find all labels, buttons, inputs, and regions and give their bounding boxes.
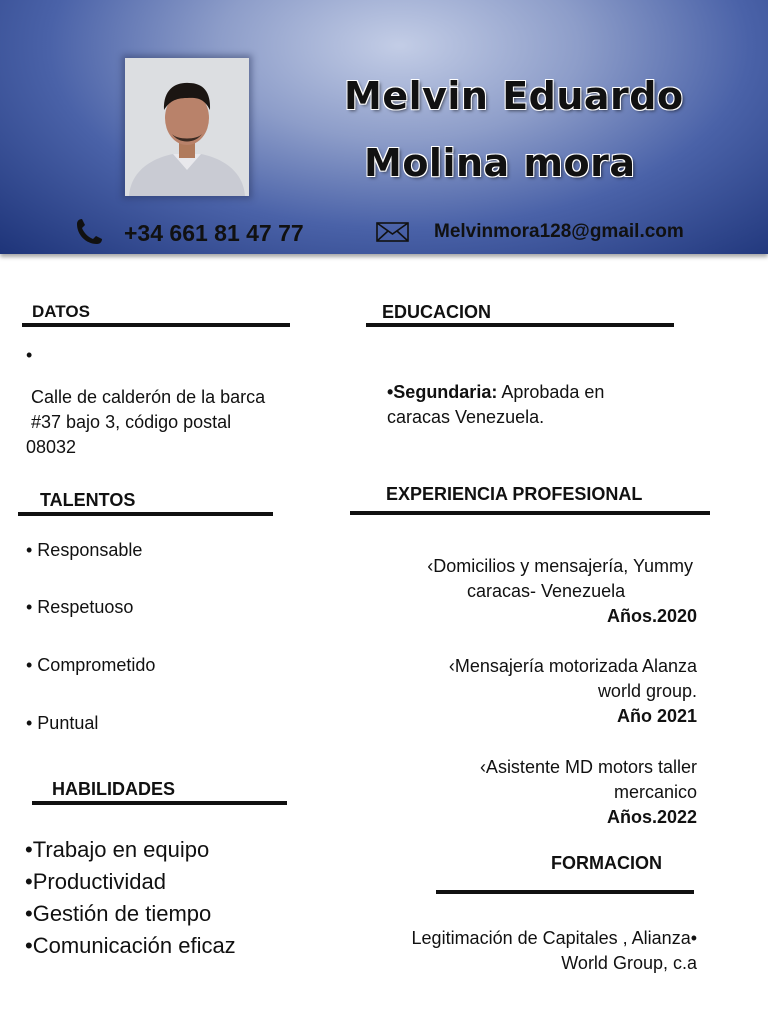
phone-number[interactable]: +34 661 81 47 77 [124,220,304,246]
formacion-heading: FORMACION [551,853,662,873]
educacion-text-1: Aprobada en [497,382,605,402]
datos-heading: DATOS [32,302,90,321]
profile-photo [125,58,249,196]
experiencia-2-year: Año 2021 [616,706,697,726]
experiencia-rule [350,511,710,515]
formacion-line1: Legitimación de Capitales , Alianza• [411,928,697,948]
datos-rule [22,323,290,327]
person-photo-illustration [125,58,249,196]
talentos-heading: TALENTOS [40,490,136,510]
experiencia-3-line2: mercanico [613,782,697,802]
educacion-label: •Segundaria: [387,382,498,402]
habilidad-item: •Gestión de tiempo [25,901,212,926]
talento-item: • Respetuoso [26,597,134,617]
educacion-entry [387,380,604,405]
habilidad-item: •Comunicación eficaz [25,933,236,958]
experiencia-2-line1: ‹Mensajería motorizada Alanza [448,656,697,676]
habilidad-item: •Productividad [25,869,167,894]
educacion-heading: EDUCACION [382,302,492,322]
talento-item: • Comprometido [26,655,156,675]
formacion-line2: World Group, c.a [561,953,697,973]
name-line-1: Melvin Eduardo [344,74,684,118]
experiencia-1-line1: ‹Domicilios y mensajería, Yummy [427,556,693,576]
experiencia-3-line1: ‹Asistente MD motors taller [479,757,697,777]
experiencia-1-line2: caracas- Venezuela [467,581,626,601]
envelope-icon [376,222,409,242]
talento-item: • Puntual [26,713,99,733]
phone-icon [74,218,106,246]
habilidades-heading: HABILIDADES [52,779,176,799]
address-line-1: Calle de calderón de la barca [31,387,266,407]
address-line-2: #37 bajo 3, código postal [31,412,232,432]
experiencia-1-year: Años.2020 [606,606,697,626]
educacion-rule [366,323,674,327]
email-address[interactable]: Melvinmora128@gmail.com [434,221,684,242]
name-line-2: Molina mora [364,141,636,185]
experiencia-3-year: Años.2022 [606,807,697,827]
talento-item: • Responsable [26,540,143,560]
experiencia-2-line2: world group. [597,681,697,701]
experiencia-heading: EXPERIENCIA PROFESIONAL [386,484,643,504]
educacion-text-2: caracas Venezuela. [387,407,545,427]
habilidades-rule [32,801,287,805]
talentos-rule [18,512,273,516]
formacion-rule [436,890,694,894]
datos-bullet: • [26,345,33,365]
address-line-3: 08032 [26,437,77,457]
header-banner [0,0,768,254]
habilidad-item: •Trabajo en equipo [25,837,210,862]
